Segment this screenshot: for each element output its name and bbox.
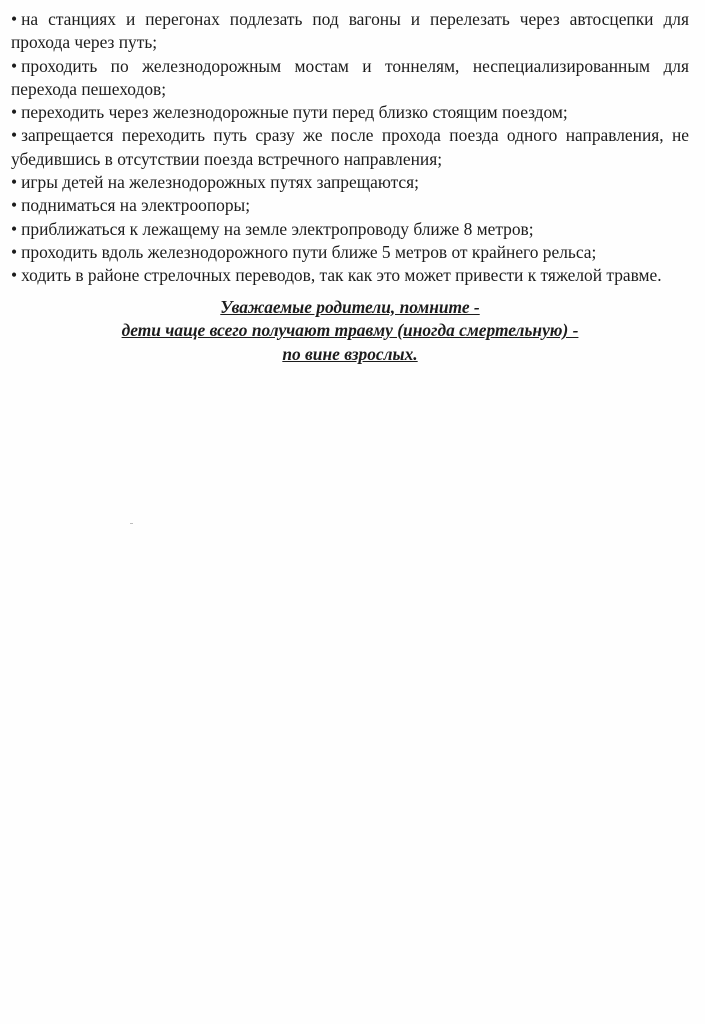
list-item xyxy=(11,101,689,124)
appeal-line-1: Уважаемые родители, помните - xyxy=(220,296,480,317)
parents-appeal xyxy=(11,296,689,367)
document-body xyxy=(11,8,689,366)
list-item xyxy=(11,8,689,55)
list-item-text: на станциях и перегонах подлезать под вагоны и перелезать через автосцепки для прохода через путь; xyxy=(11,9,689,53)
list-item xyxy=(11,264,689,287)
list-item xyxy=(11,194,689,217)
list-item xyxy=(11,171,689,194)
scan-speck xyxy=(130,523,133,524)
list-item-text: переходить через железнодорожные пути перед близко стоящим поездом; xyxy=(21,102,568,123)
bullet-icon: • xyxy=(11,125,18,146)
list-item xyxy=(11,218,689,241)
bullet-icon: • xyxy=(11,241,18,262)
bullet-icon: • xyxy=(11,195,18,216)
appeal-line-2: дети чаще всего получают травму (иногда смертельную) - xyxy=(121,320,579,341)
bullet-icon: • xyxy=(11,102,18,123)
list-item-text: проходить вдоль железнодорожного пути ближе 5 метров от крайнего рельса; xyxy=(21,241,597,262)
bullet-icon: • xyxy=(11,172,18,193)
list-item-text: проходить по железнодорожным мостам и тоннелям, неспециализированным для перехода пешеходов; xyxy=(11,55,689,99)
bullet-icon: • xyxy=(11,218,18,239)
list-item xyxy=(11,55,689,102)
list-item-text: игры детей на железнодорожных путях запрещаются; xyxy=(21,172,419,193)
rules-list xyxy=(11,8,689,288)
appeal-line-3: по вине взрослых. xyxy=(282,343,418,364)
bullet-icon: • xyxy=(11,265,18,286)
list-item-text: ходить в районе стрелочных переводов, так как это может привести к тяжелой травме. xyxy=(21,265,662,286)
list-item xyxy=(11,241,689,264)
bullet-icon: • xyxy=(11,55,18,76)
list-item-text: запрещается переходить путь сразу же после прохода поезда одного направления, не убедившись в отсутствии поезда встречного направления; xyxy=(11,125,689,169)
list-item-text: приближаться к лежащему на земле электропроводу ближе 8 метров; xyxy=(21,218,534,239)
list-item-text: подниматься на электроопоры; xyxy=(21,195,251,216)
bullet-icon: • xyxy=(11,9,18,29)
list-item xyxy=(11,124,689,171)
